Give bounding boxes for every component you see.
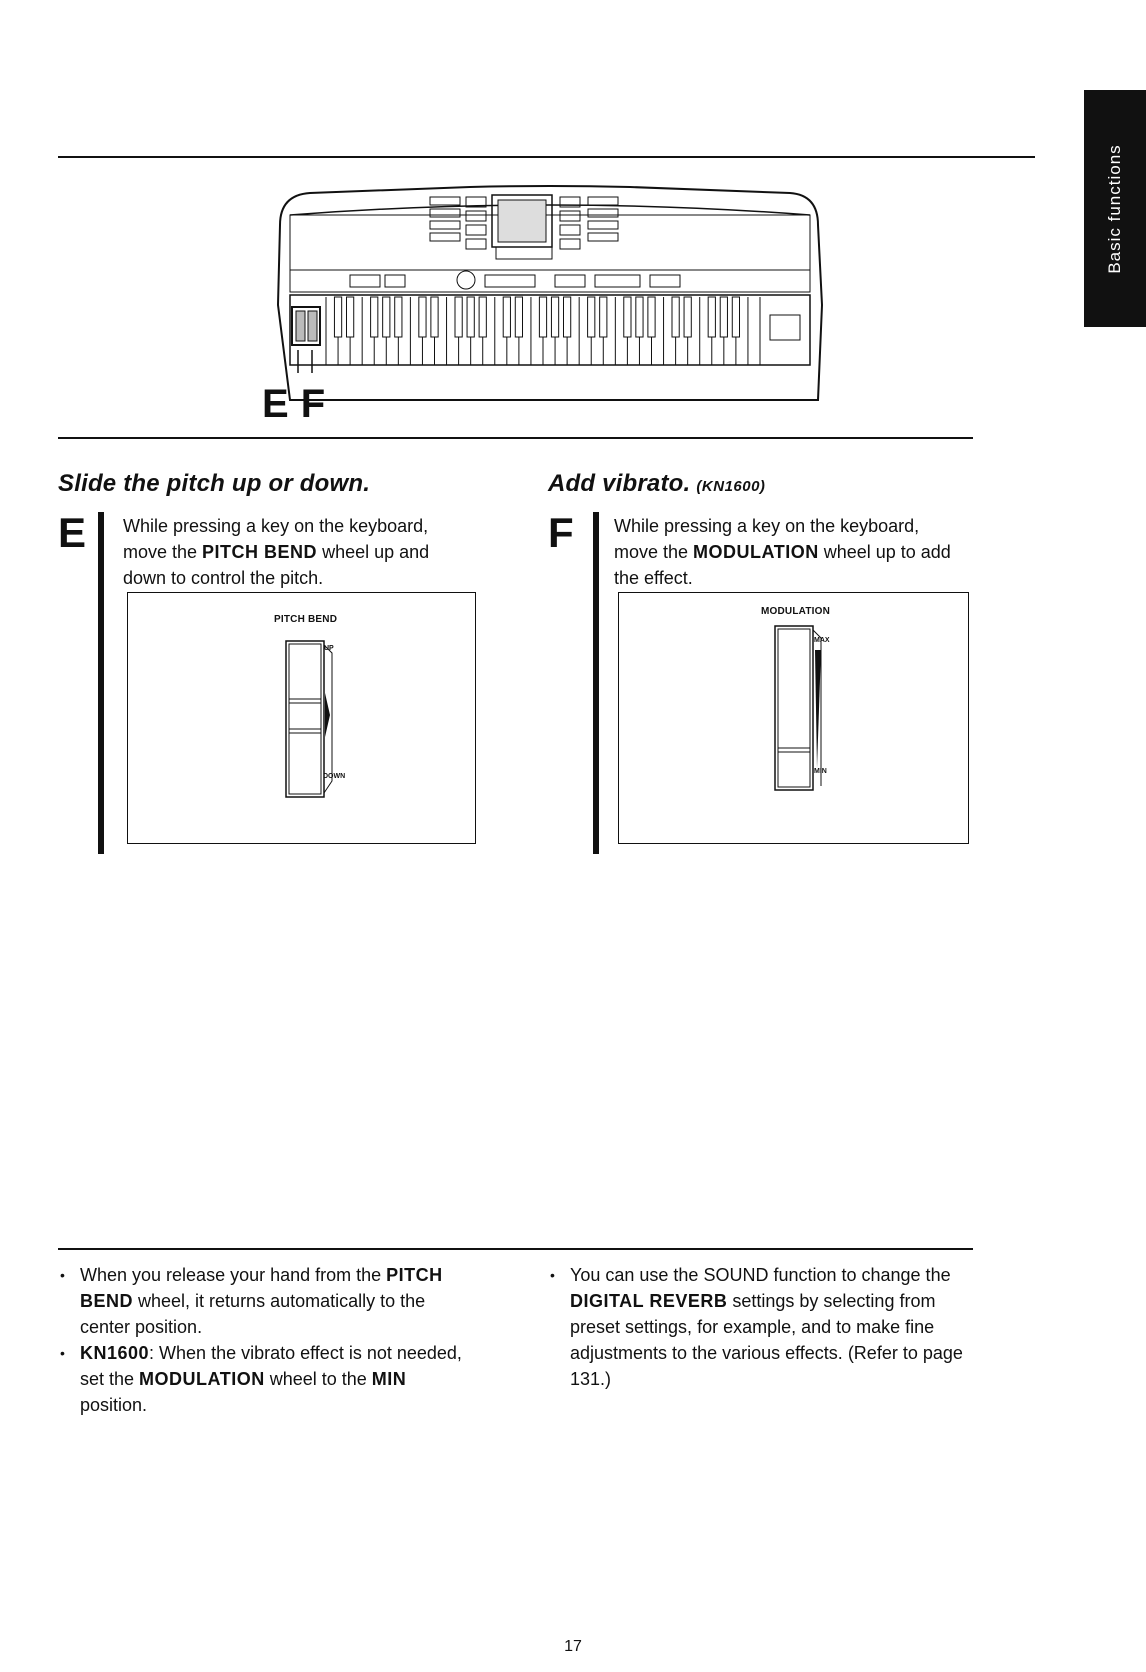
pitch-bend-panel — [127, 592, 476, 844]
modulation-max-label: MAX — [814, 637, 830, 644]
section-tab — [1084, 90, 1146, 327]
modulation-min-label: MIN — [814, 768, 827, 775]
left-step-bar — [98, 512, 104, 854]
pitch-bend-down-label: DOWN — [323, 773, 346, 780]
callout-f: F — [300, 382, 338, 426]
callout-e: E — [262, 382, 301, 426]
top-rule — [58, 156, 1035, 158]
notes-rule — [58, 1248, 973, 1250]
note-item: • KN1600: When the vibrato effect is not needed, set the MODULATION wheel to the MIN position. — [58, 1340, 478, 1418]
section-rule — [58, 437, 973, 439]
figure-callouts — [262, 382, 337, 427]
right-instruction: While pressing a key on the keyboard, move the MODULATION wheel up to add the effect. — [614, 516, 951, 588]
right-step-bar — [593, 512, 599, 854]
step-letter-e: E — [58, 509, 87, 556]
notes-right — [548, 1262, 973, 1392]
notes-left — [58, 1262, 478, 1418]
keyboard-illustration — [270, 185, 830, 415]
section-tab-label: Basic functions — [1105, 143, 1124, 274]
note-item: • You can use the SOUND function to change the DIGITAL REVERB settings by selecting from preset settings, for example, and to make fine adjustments to the various effects. (Refer to page 131.) — [548, 1262, 973, 1392]
pitch-bend-up-label: UP — [324, 645, 334, 652]
pitch-bend-title: PITCH BEND — [274, 614, 338, 625]
right-heading: Add vibrato. (KN1600) — [548, 470, 766, 497]
left-heading: Slide the pitch up or down. — [58, 470, 371, 497]
step-letter-f: F — [548, 509, 574, 556]
modulation-panel — [618, 592, 969, 844]
note-item: • When you release your hand from the PITCH BEND wheel, it returns automatically to the center position. — [58, 1262, 478, 1340]
modulation-title: MODULATION — [761, 606, 831, 617]
left-instruction: While pressing a key on the keyboard, move the PITCH BEND wheel up and down to control the pitch. — [123, 516, 430, 588]
page-number: 17 — [564, 1638, 582, 1655]
